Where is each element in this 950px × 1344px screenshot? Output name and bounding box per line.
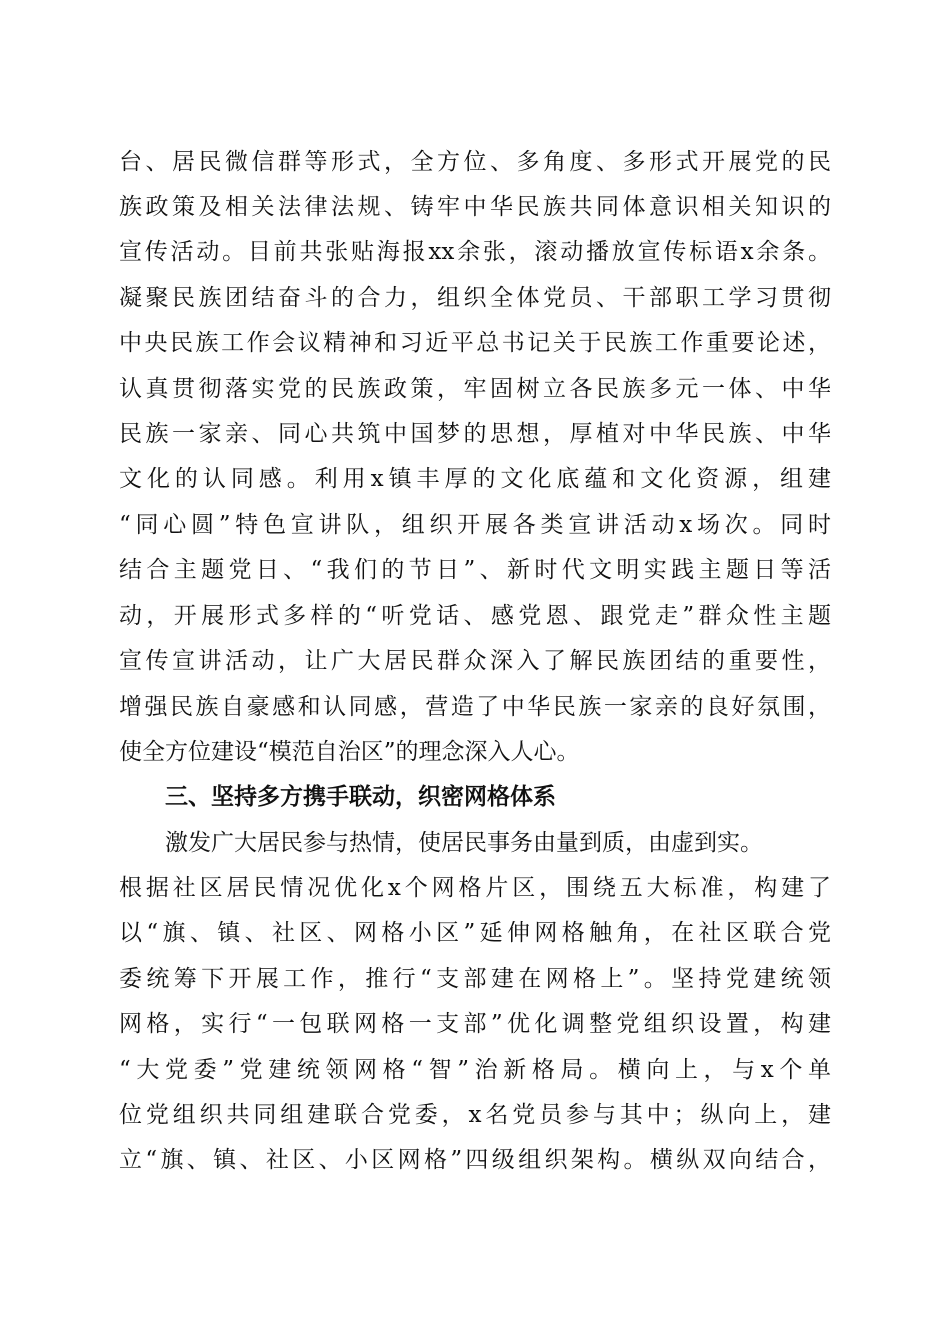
text-line: “同心圆”特色宣讲队，组织开展各类宣讲活动x场次。同时 <box>119 512 831 538</box>
text-line: 增强民族自豪感和认同感，营造了中华民族一家亲的良好氛围， <box>119 694 831 720</box>
text-line: 中央民族工作会议精神和习近平总书记关于民族工作重要论述， <box>119 330 831 356</box>
text-line: 结合主题党日、“我们的节日”、新时代文明实践主题日等活 <box>119 557 831 583</box>
text-line: 宣传宣讲活动，让广大居民群众深入了解民族团结的重要性， <box>119 648 831 674</box>
text-line: 以“旗、镇、社区、网格小区”延伸网格触角，在社区联合党 <box>119 920 831 946</box>
text-line: 位党组织共同组建联合党委，x名党员参与其中；纵向上，建 <box>119 1102 831 1128</box>
text-line: 根据社区居民情况优化x个网格片区，围绕五大标准，构建了 <box>119 875 831 901</box>
text-line: 民族一家亲、同心共筑中国梦的思想，厚植对中华民族、中华 <box>119 421 831 447</box>
text-line: 立“旗、镇、社区、小区网格”四级组织架构。横纵双向结合， <box>119 1147 831 1173</box>
text-line: 激发广大居民参与热情，使居民事务由量到质，由虚到实。 <box>165 830 763 856</box>
text-line: “大党委”党建统领网格“智”治新格局。横向上，与x个单 <box>119 1057 831 1083</box>
section-heading: 三、坚持多方携手联动，织密网格体系 <box>165 784 556 810</box>
text-line: 凝聚民族团结奋斗的合力，组织全体党员、干部职工学习贯彻 <box>119 285 831 311</box>
text-line: 使全方位建设“模范自治区”的理念深入人心。 <box>119 739 580 765</box>
text-line: 认真贯彻落实党的民族政策，牢固树立各民族多元一体、中华 <box>119 376 831 402</box>
text-line: 委统筹下开展工作，推行“支部建在网格上”。坚持党建统领 <box>119 966 831 992</box>
text-line: 文化的认同感。利用x镇丰厚的文化底蕴和文化资源，组建 <box>119 466 831 492</box>
text-line: 宣传活动。目前共张贴海报xx余张，滚动播放宣传标语x余条。 <box>119 239 831 265</box>
text-line: 网格，实行“一包联网格一支部”优化调整党组织设置，构建 <box>119 1011 831 1037</box>
text-line: 动，开展形式多样的“听党话、感党恩、跟党走”群众性主题 <box>119 603 831 629</box>
text-line: 台、居民微信群等形式，全方位、多角度、多形式开展党的民 <box>119 149 831 175</box>
text-line: 族政策及相关法律法规、铸牢中华民族共同体意识相关知识的 <box>119 194 831 220</box>
